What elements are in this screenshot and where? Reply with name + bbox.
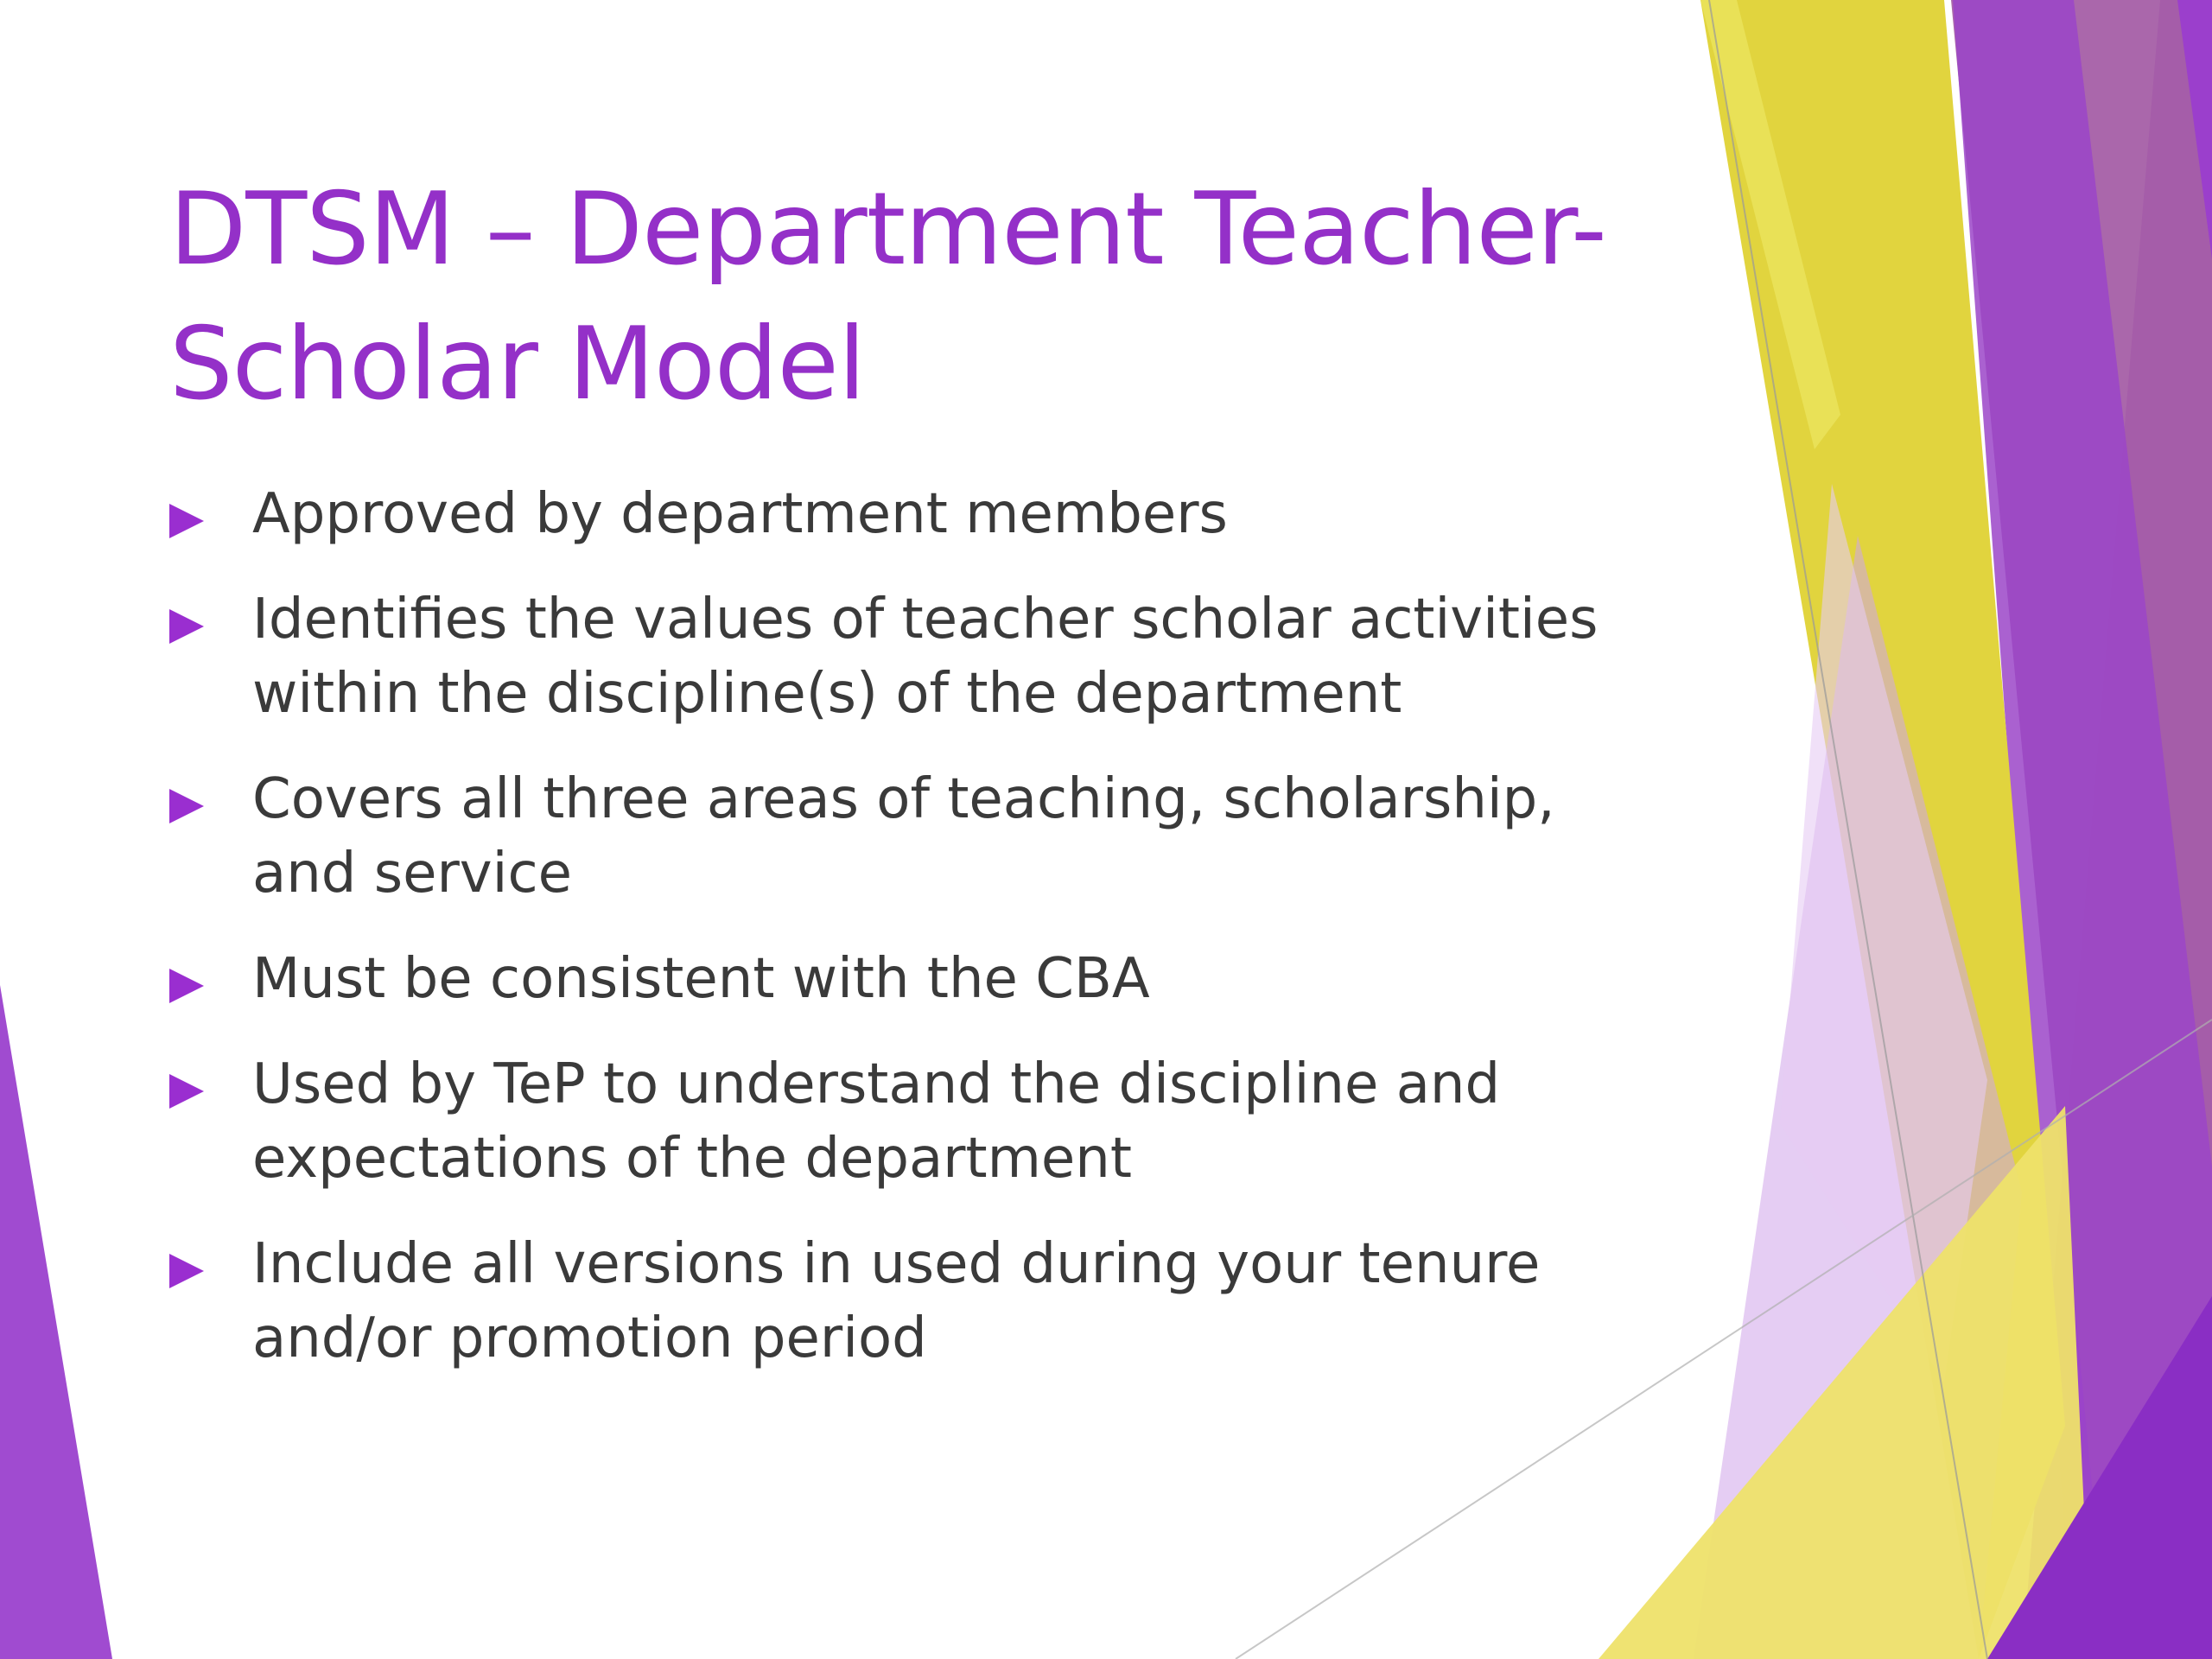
purple-left-wedge bbox=[0, 985, 112, 1659]
right-triangle-bullet-icon bbox=[169, 609, 204, 644]
bullet-item bbox=[169, 762, 1656, 911]
bullet-list bbox=[169, 477, 1656, 1407]
bullet-item bbox=[169, 942, 1656, 1016]
bullet-item bbox=[169, 477, 1656, 551]
slide-title: DTSM – Department Teacher-Scholar Model bbox=[169, 171, 1606, 423]
bullet-item bbox=[169, 1227, 1656, 1376]
right-triangle-bullet-icon bbox=[169, 1074, 204, 1109]
bullet-text: Must be consistent with the CBA bbox=[252, 947, 1150, 1011]
bullet-text: Used by TeP to understand the discipline and expectations of the department bbox=[252, 1052, 1501, 1191]
bullet-item bbox=[169, 1047, 1656, 1196]
right-triangle-bullet-icon bbox=[169, 969, 204, 1003]
right-triangle-bullet-icon bbox=[169, 789, 204, 823]
right-triangle-bullet-icon bbox=[169, 1254, 204, 1288]
bullet-text: Include all versions in used during your tenure and/or promotion period bbox=[252, 1232, 1541, 1370]
bullet-item bbox=[169, 582, 1656, 731]
bullet-text: Identifies the values of teacher scholar activities within the discipline(s) of the department bbox=[252, 588, 1599, 726]
right-triangle-bullet-icon bbox=[169, 504, 204, 538]
bullet-text: Approved by department members bbox=[252, 482, 1228, 546]
bullet-text: Covers all three areas of teaching, scholarship, and service bbox=[252, 767, 1555, 906]
